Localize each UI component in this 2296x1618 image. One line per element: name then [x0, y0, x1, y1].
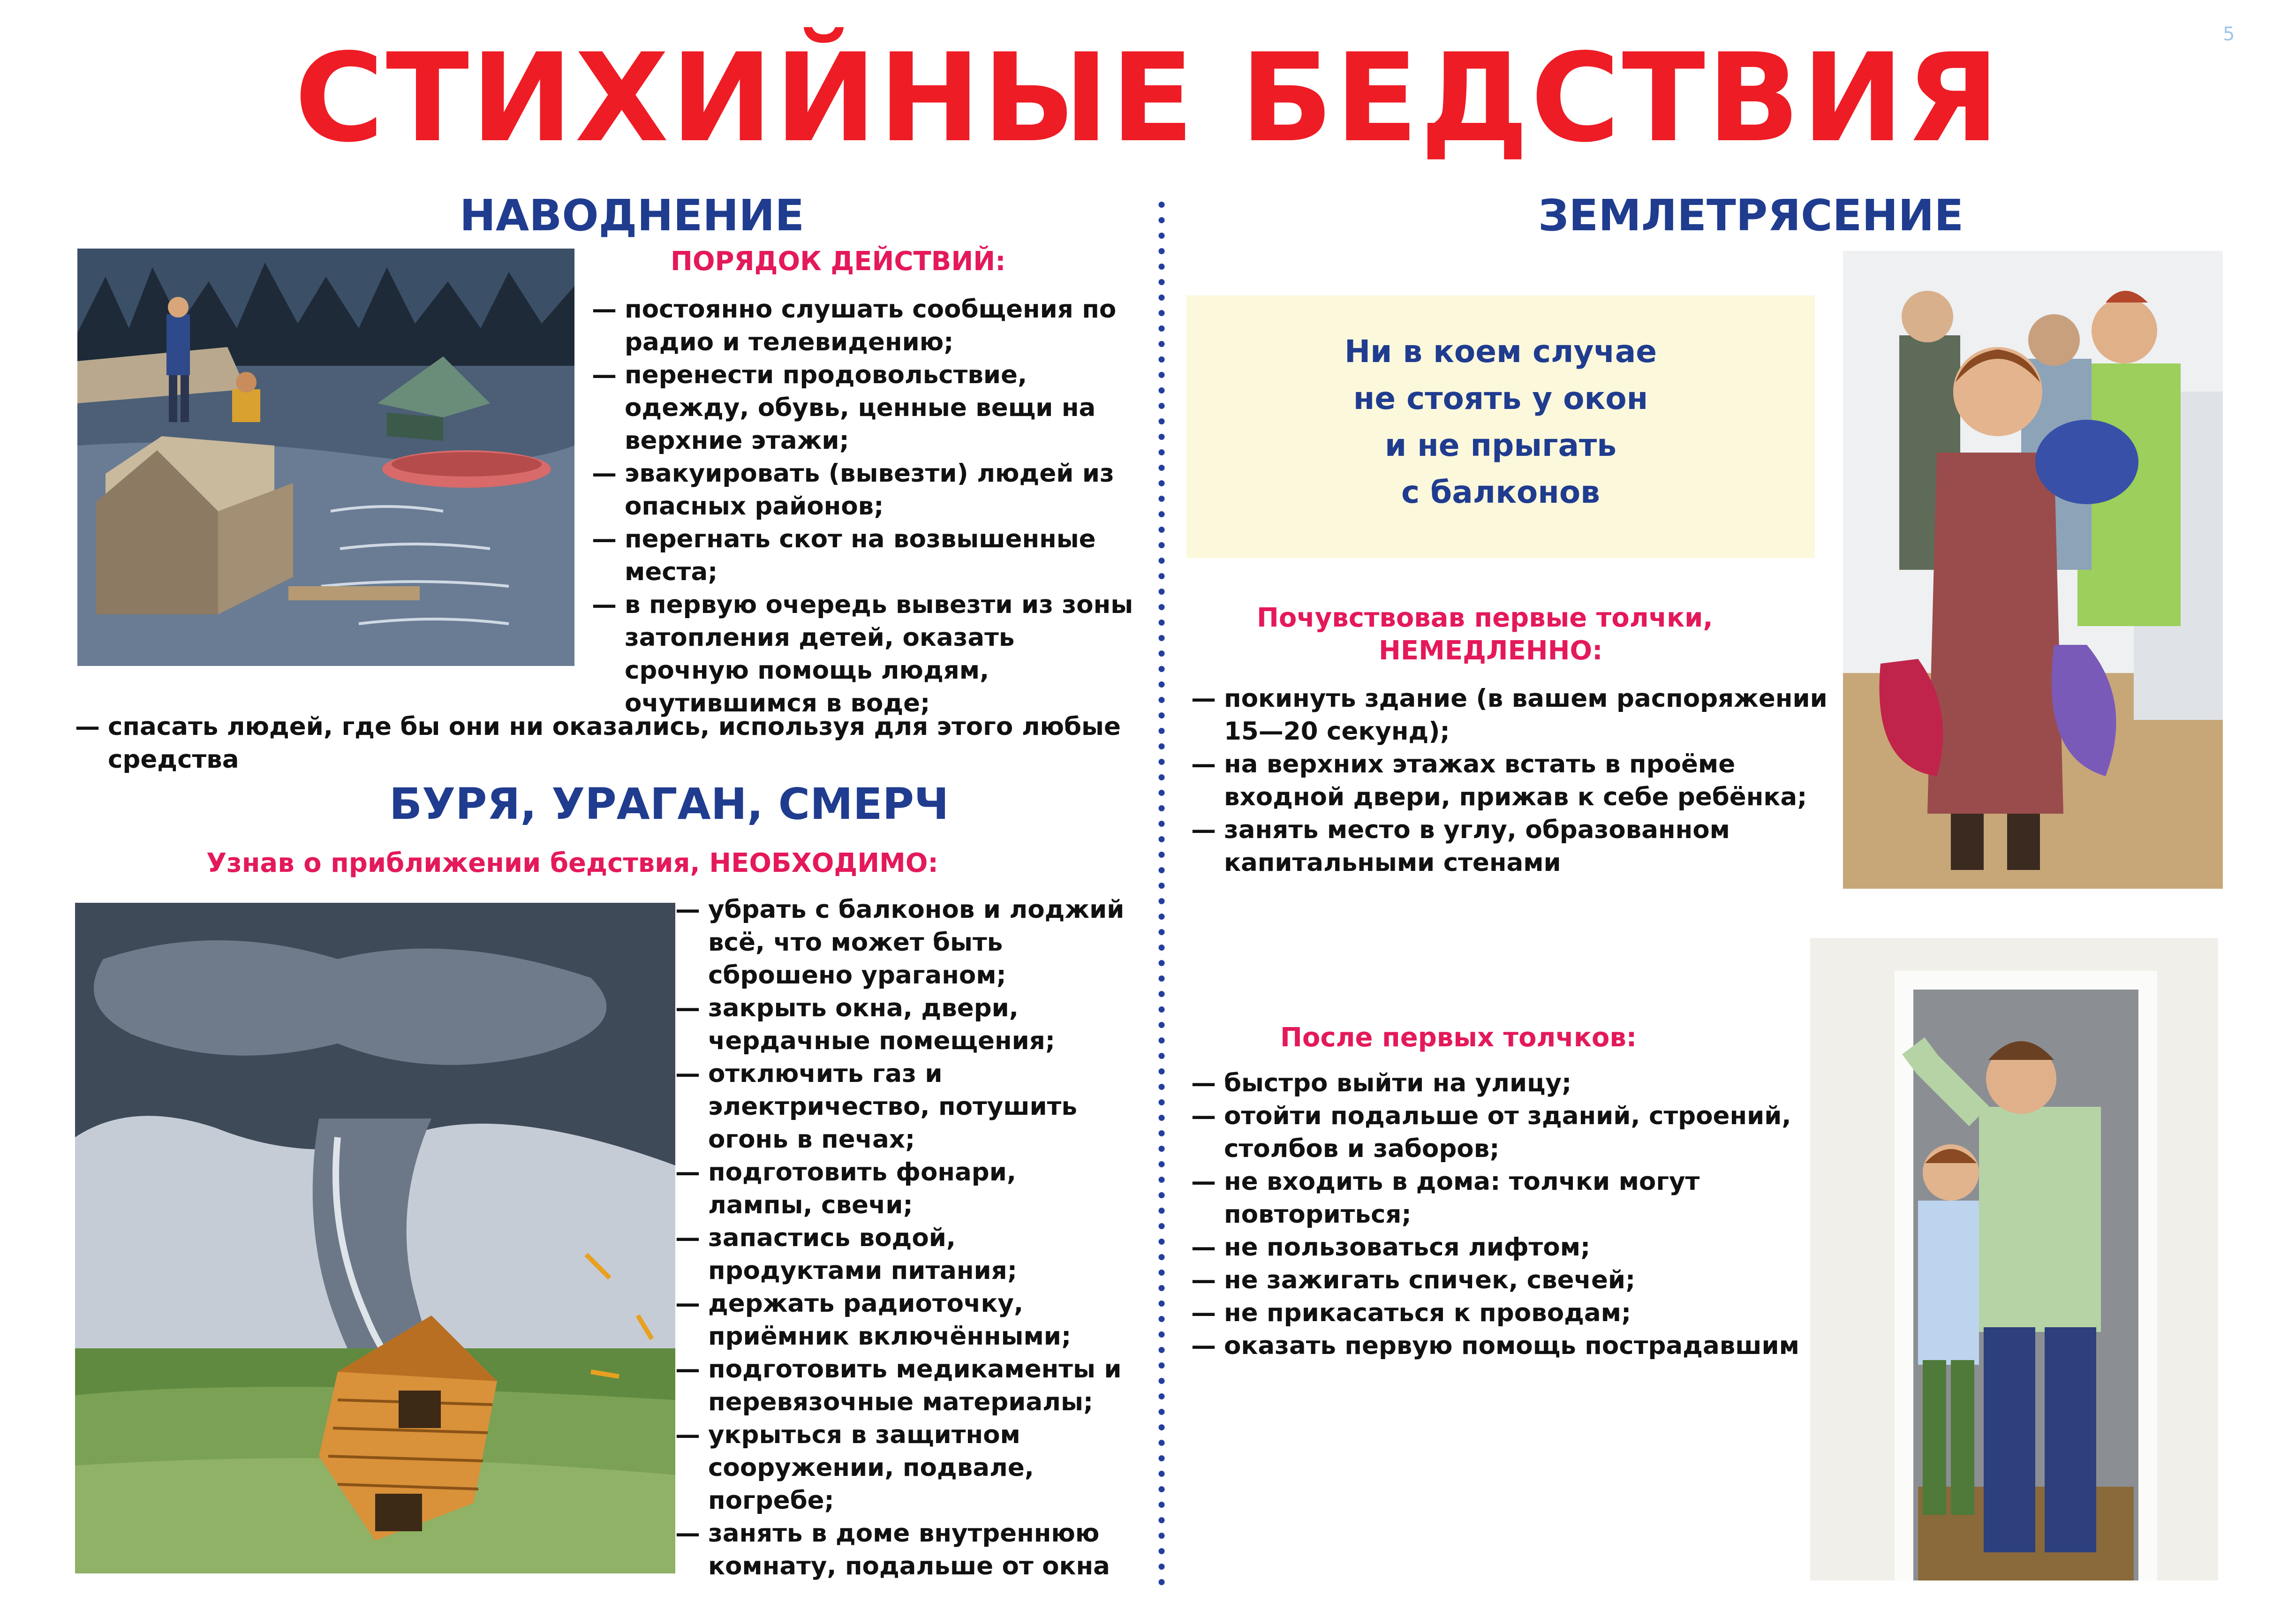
- page-number: 5: [2223, 23, 2235, 45]
- doorway-shelter-illustration: [1810, 938, 2218, 1580]
- list-item: — занять место в углу, образованном капитальными стенами: [1191, 814, 1834, 879]
- list-item: — в первую очередь вывезти из зоны затопления детей, оказать срочную помощь людям, очутившимся в воде;: [592, 589, 1140, 720]
- flood-final-list: [75, 711, 1149, 776]
- evacuating-people-illustration: [1843, 251, 2223, 889]
- list-item: — на верхних этажах встать в проёме входной двери, прижав к себе ребёнка;: [1191, 748, 1834, 814]
- after-shocks-list: [1191, 1067, 1801, 1362]
- list-item: — отключить газ и электричество, потушить огонь в печах;: [675, 1058, 1125, 1156]
- list-item: — не пользоваться лифтом;: [1191, 1231, 1801, 1264]
- warning-line: Ни в коем случае: [1344, 333, 1657, 370]
- flood-heading: НАВОДНЕНИЕ: [460, 190, 805, 241]
- warning-line: не стоять у окон: [1353, 380, 1648, 416]
- list-item: — оказать первую помощь пострадавшим: [1191, 1330, 1801, 1362]
- flood-action-list: [592, 293, 1140, 720]
- flood-illustration: [77, 249, 574, 666]
- storm-subheading: Узнав о приближении бедствия, НЕОБХОДИМО:: [206, 848, 938, 878]
- list-item: — спасать людей, где бы они ни оказались, используя для этого любые средства: [75, 711, 1149, 776]
- list-item: — отойти подальше от зданий, строений, столбов и заборов;: [1191, 1100, 1801, 1165]
- list-item: — постоянно слушать сообщения по радио и телевидению;: [592, 293, 1140, 359]
- list-item: — эвакуировать (вывезти) людей из опасных районов;: [592, 457, 1140, 523]
- after-shocks-subheading: После первых толчков:: [1280, 1022, 1637, 1053]
- flood-subheading: ПОРЯДОК ДЕЙСТВИЙ:: [671, 246, 1006, 277]
- list-item: — держать радиоточку, приёмник включёнными;: [675, 1287, 1125, 1353]
- list-item: — быстро выйти на улицу;: [1191, 1067, 1801, 1100]
- warning-line: с балконов: [1401, 474, 1600, 510]
- list-item: — укрыться в защитном сооружении, подвале, погребе;: [675, 1419, 1125, 1517]
- first-shocks-subheading-line1: Почувствовав первые толчки,: [1257, 603, 1713, 633]
- storm-action-list: [675, 893, 1125, 1583]
- warning-text: [1186, 328, 1815, 516]
- first-shocks-list: [1191, 682, 1834, 879]
- list-item: — перегнать скот на возвышенные места;: [592, 523, 1140, 589]
- storm-illustration: [75, 903, 675, 1573]
- list-item: — убрать с балконов и лоджий всё, что может быть сброшено ураганом;: [675, 893, 1125, 992]
- list-item: — не входить в дома: толчки могут повториться;: [1191, 1165, 1801, 1231]
- list-item: — перенести продовольствие, одежду, обувь, ценные вещи на верхние этажи;: [592, 359, 1140, 457]
- earthquake-heading: ЗЕМЛЕТРЯСЕНИЕ: [1538, 190, 1964, 241]
- list-item: — запастись водой, продуктами питания;: [675, 1222, 1125, 1287]
- list-item: — не прикасаться к проводам;: [1191, 1297, 1801, 1330]
- list-item: — не зажигать спичек, свечей;: [1191, 1264, 1801, 1297]
- warning-line: и не прыгать: [1384, 427, 1617, 463]
- list-item: — подготовить медикаменты и перевязочные материалы;: [675, 1353, 1125, 1419]
- list-item: — покинуть здание (в вашем распоряжении 15—20 секунд);: [1191, 682, 1834, 748]
- list-item: — занять в доме внутреннюю комнату, подальше от окна: [675, 1517, 1125, 1583]
- poster-title: СТИХИЙНЫЕ БЕДСТВИЯ: [294, 28, 2002, 169]
- dotted-divider: [1158, 197, 1165, 1590]
- list-item: — подготовить фонари, лампы, свечи;: [675, 1156, 1125, 1222]
- storm-heading: БУРЯ, УРАГАН, СМЕРЧ: [389, 779, 949, 829]
- list-item: — закрыть окна, двери, чердачные помещения;: [675, 992, 1125, 1058]
- first-shocks-subheading-line2: НЕМЕДЛЕННО:: [1379, 635, 1603, 666]
